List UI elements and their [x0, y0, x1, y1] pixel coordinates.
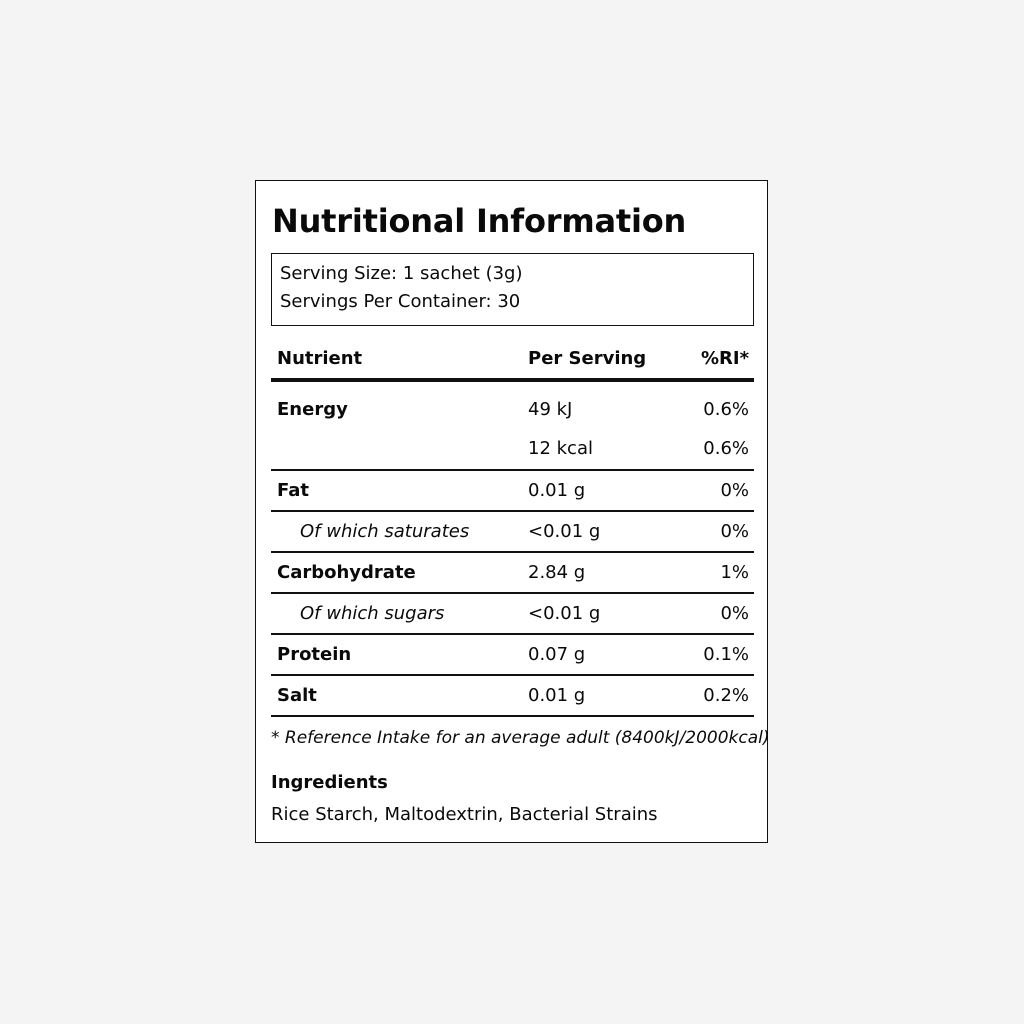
- header-per-serving: Per Serving: [528, 348, 647, 369]
- per-serving-energy-kj: 49 kJ: [528, 399, 573, 420]
- serving-info-box: [271, 253, 754, 326]
- nutrient-name-saturates: Of which saturates: [300, 521, 470, 542]
- per-serving-fat: 0.01 g: [528, 480, 586, 501]
- per-serving-salt: 0.01 g: [528, 685, 586, 706]
- per-serving-saturates: <0.01 g: [528, 521, 601, 542]
- ingredients-list: Rice Starch, Maltodextrin, Bacterial Strains: [271, 804, 658, 825]
- row-divider: [271, 715, 754, 717]
- ri-fat: 0%: [720, 480, 749, 501]
- header-divider: [271, 378, 754, 382]
- row-divider: [271, 510, 754, 512]
- per-serving-carbohydrate: 2.84 g: [528, 562, 586, 583]
- nutrient-name-fat: Fat: [277, 480, 309, 501]
- ri-energy-kj: 0.6%: [703, 399, 749, 420]
- nutrient-name-protein: Protein: [277, 644, 352, 665]
- ingredients-heading: Ingredients: [271, 772, 388, 793]
- serving-size: Serving Size: 1 sachet (3g): [280, 263, 523, 284]
- row-divider: [271, 469, 754, 471]
- row-divider: [271, 592, 754, 594]
- label-title: Nutritional Information: [272, 202, 687, 240]
- reference-intake-footnote: * Reference Intake for an average adult (8400kJ/2000kcal): [271, 728, 770, 748]
- ri-protein: 0.1%: [703, 644, 749, 665]
- header-nutrient: Nutrient: [277, 348, 363, 369]
- per-serving-sugars: <0.01 g: [528, 603, 601, 624]
- nutrient-name-sugars: Of which sugars: [300, 603, 445, 624]
- row-divider: [271, 551, 754, 553]
- ri-sugars: 0%: [720, 603, 749, 624]
- row-divider: [271, 674, 754, 676]
- row-divider: [271, 633, 754, 635]
- per-serving-energy-kcal: 12 kcal: [528, 438, 593, 459]
- ri-energy-kcal: 0.6%: [703, 438, 749, 459]
- nutrient-name-salt: Salt: [277, 685, 317, 706]
- header-ri: %RI*: [700, 348, 749, 369]
- ri-salt: 0.2%: [703, 685, 749, 706]
- nutrient-name-carbohydrate: Carbohydrate: [277, 562, 416, 583]
- nutrition-label: [255, 180, 768, 843]
- nutrient-name-energy: Energy: [277, 399, 348, 420]
- per-serving-protein: 0.07 g: [528, 644, 586, 665]
- servings-per-container: Servings Per Container: 30: [280, 291, 521, 312]
- ri-carbohydrate: 1%: [720, 562, 749, 583]
- ri-saturates: 0%: [720, 521, 749, 542]
